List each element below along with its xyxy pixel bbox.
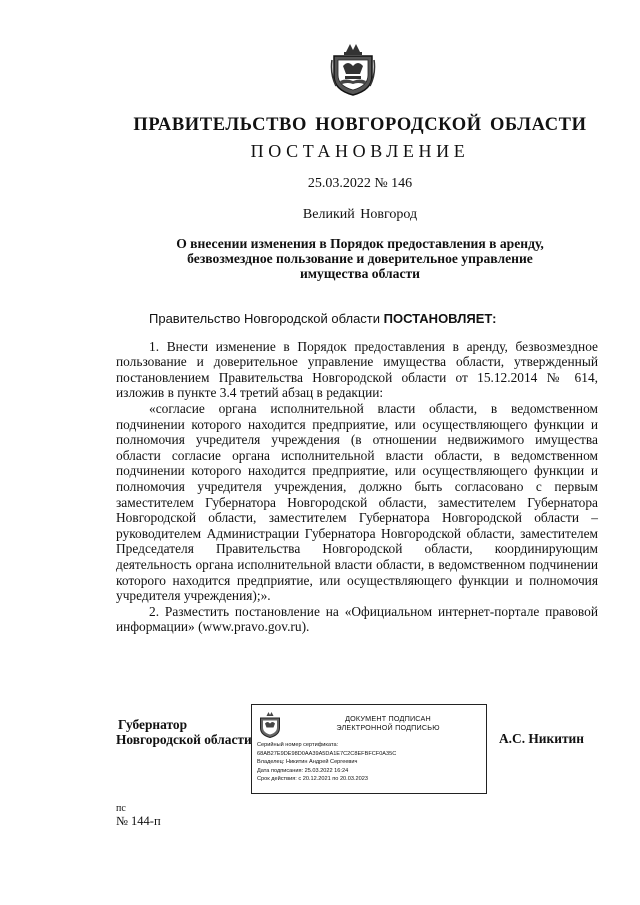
cert-label: Серийный номер сертификата: bbox=[257, 742, 339, 748]
subject-line: О внесении изменения в Порядок предоставления в аренду, bbox=[176, 236, 544, 251]
resolution-lead bbox=[116, 311, 598, 327]
stamp-title-line: ЭЛЕКТРОННОЙ ПОДПИСЬЮ bbox=[336, 723, 440, 732]
coat-of-arms-icon bbox=[258, 710, 282, 738]
subject-line: безвозмездное пользование и доверительное управление bbox=[187, 251, 533, 266]
stamp-title bbox=[298, 714, 478, 732]
position-line: Новгородской области bbox=[116, 732, 252, 747]
paragraph-1: 1. Внести изменение в Порядок предоставления в аренду, безвозмездное пользование и доверительное управление имущества области, утвержденный постановлением Правительства Новгородской области от 15.12.2014 № 614, изложив в пункте 3.4 третий абзац в редакции: bbox=[116, 338, 598, 401]
city: Великий Новгород bbox=[302, 207, 418, 222]
date-number: 25.03.2022 № 146 bbox=[307, 176, 413, 191]
paragraph-3: 2. Разместить постановление на «Официальном интернет-портале правовой информации» (www.pravo.gov.ru). bbox=[116, 603, 598, 635]
government-title: ПРАВИТЕЛЬСТВО НОВГОРОДСКОЙ ОБЛАСТИ bbox=[133, 115, 587, 135]
coat-of-arms-icon bbox=[330, 40, 376, 96]
document-body bbox=[116, 311, 598, 635]
position-line: Губернатор bbox=[118, 717, 188, 732]
stamp-title-line: ДОКУМЕНТ ПОДПИСАН bbox=[345, 714, 431, 723]
certificate-details bbox=[257, 741, 483, 784]
document-footer bbox=[116, 803, 161, 828]
document-subject bbox=[128, 236, 592, 281]
lead-text: Правительство Новгородской области bbox=[149, 311, 381, 326]
paragraph-2: «согласие органа исполнительной власти области, в ведомственном подчинении которого находится предприятие, или осуществляющего функции и полномочия учредителя учреждения (в отношении недвижимого имущества области согласие органа исполнительной власти области, в ведомственном подчинении которого находится предприятие, или осуществляющего функции и полномочия учредителя учреждения, должно быть согласовано с первым заместителем Губернатора Новгородской области, заместителем Губернатора Новгородской области, заместителем Губернатора Новгородской области – руководителем Администрации Губернатора Новгородской области, заместителем Председателя Правительства Новгородской области, координирующим деятельность органа исполнительной власти области, в ведомственном подчинении которого находится предприятие, или осуществляющего функции и полномочия учредителя учреждения);». bbox=[116, 400, 598, 604]
lead-bold: ПОСТАНОВЛЯЕТ: bbox=[383, 311, 497, 326]
subject-line: имущества области bbox=[299, 266, 421, 281]
cert-serial: 68AB27E9DE98D0AA39A5DA1E7C2C8EFBFCF0A35C bbox=[257, 750, 397, 757]
registry-number: № 144-п bbox=[116, 814, 161, 828]
document-type: ПОСТАНОВЛЕНИЕ bbox=[250, 141, 470, 161]
cert-validity: Срок действия: с 20.12.2021 по 20.03.2023 bbox=[257, 776, 368, 783]
initials: пс bbox=[116, 803, 126, 814]
cert-owner: Владелец: Никитин Андрей Сергеевич bbox=[257, 759, 358, 766]
signatory-position bbox=[116, 717, 252, 747]
signatory-name: А.С. Никитин bbox=[499, 731, 584, 746]
cert-signed-date: Дата подписания: 25.03.2022 16:24 bbox=[257, 767, 349, 774]
e-signature-stamp bbox=[251, 704, 487, 794]
